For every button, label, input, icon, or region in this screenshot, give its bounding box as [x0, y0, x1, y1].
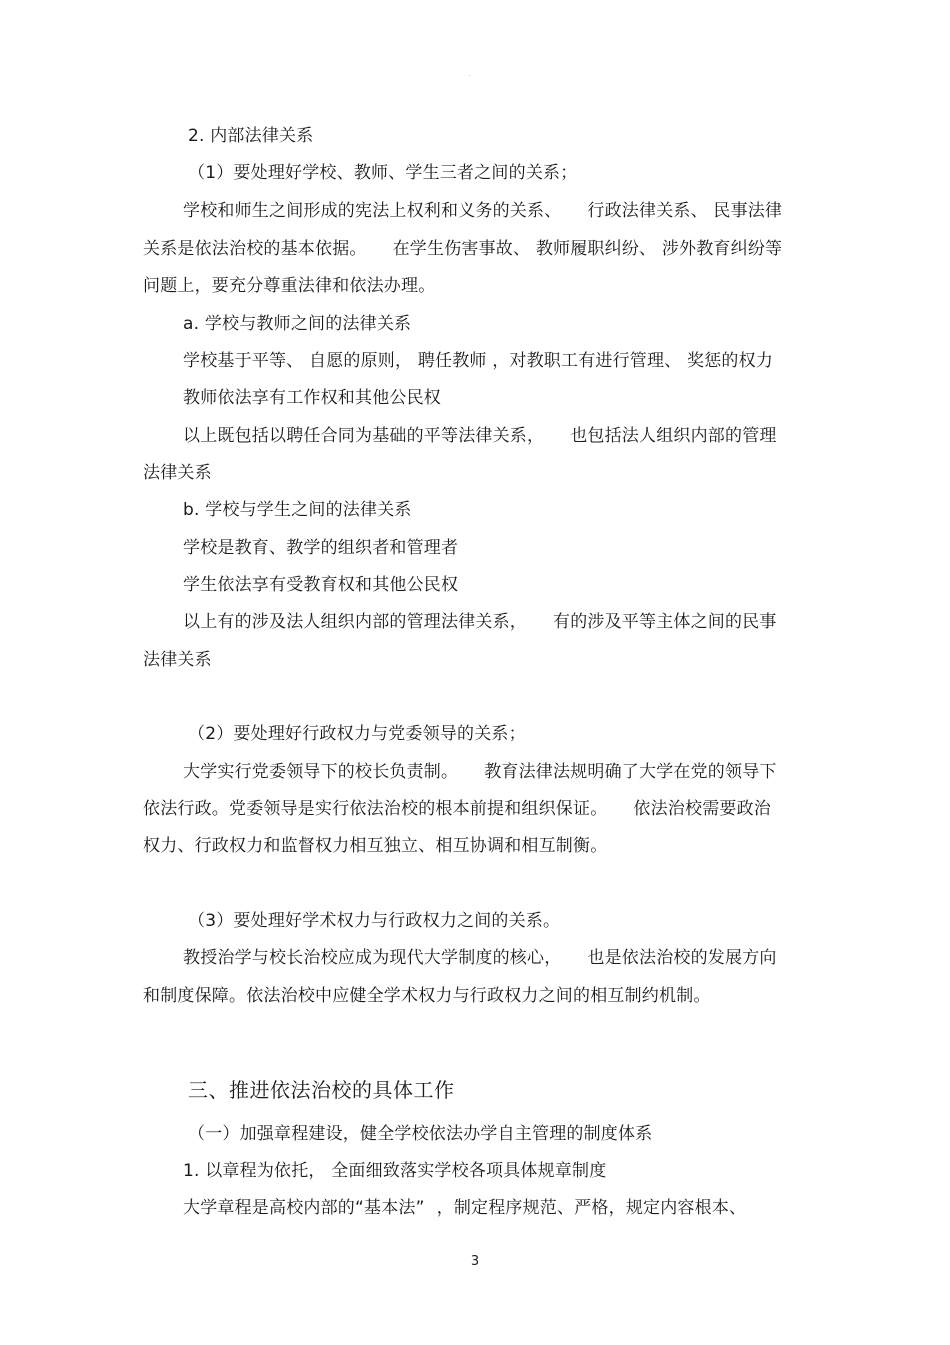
text-span: 学校和师生之间形成的宪法上权利和义务的关系、 [183, 201, 562, 221]
text-span: 大学实行党委领导下的校长负责制。 [183, 762, 459, 782]
b-summary-line1 [183, 611, 777, 633]
sub2-title: （2）要处理好行政权力与党委领导的关系； [188, 724, 526, 744]
a-summary-line1 [183, 425, 777, 447]
b-title: b. 学校与学生之间的法律关系 [183, 500, 412, 520]
text-span: 以上有的涉及法人组织内部的管理法律关系， [183, 612, 527, 632]
sub2-line2 [143, 798, 771, 820]
text-span: 教育法律法规明确了大学在党的领导下 [484, 762, 777, 782]
text-span: 以上既包括以聘任合同为基础的平等法律关系， [183, 426, 545, 446]
text-span: 有的涉及平等主体之间的民事 [553, 612, 777, 632]
page-number: 3 [470, 1254, 480, 1269]
sub1-para-line2 [143, 238, 782, 260]
a-summary-line2: 法律关系 [143, 463, 212, 483]
text-span: 依法行政。党委领导是实行依法治校的根本前提和组织保证。 [143, 799, 608, 819]
section-3-title: 三、推进依法治校的具体工作 [188, 1078, 455, 1102]
sub3-title: （3）要处理好学术权力与行政权力之间的关系。 [188, 911, 561, 931]
a-line1: 学校基于平等、 自愿的原则， 聘任教师 ，对教职工有进行管理、 奖惩的权力 [183, 351, 774, 371]
sub1-title: （1）要处理好学校、教师、学生三者之间的关系； [188, 163, 578, 183]
sub1-para-line3: 问题上，要充分尊重法律和依法办理。 [143, 276, 436, 296]
text-span: 大学章程是高校内部的“基本法” [183, 1198, 425, 1218]
text-span: 在学生伤害事故、 教师履职纠纷、 涉外教育纠纷等 [392, 239, 783, 259]
text-span: 关系是依法治校的基本依据。 [143, 239, 367, 259]
a-title: a. 学校与教师之间的法律关系 [183, 314, 412, 334]
sub3-line2: 和制度保障。依法治校中应健全学术权力与行政权力之间的相互制约机制。 [143, 986, 711, 1006]
sub2-line3: 权力、行政权力和监督权力相互独立、相互协调和相互制衡。 [143, 836, 608, 856]
text-span: 教授治学与校长治校应成为现代大学制度的核心， [183, 948, 562, 968]
b-summary-line2: 法律关系 [143, 650, 212, 670]
text-span: 也是依法治校的发展方向 [587, 948, 777, 968]
sub3-line1 [183, 947, 777, 969]
section-2-title: 2. 内部法律关系 [188, 126, 314, 146]
top-mark: · [469, 73, 471, 80]
section-3-item1-1-text [183, 1197, 746, 1219]
section-3-item1: （一）加强章程建设，健全学校依法办学自主管理的制度体系 [188, 1124, 653, 1144]
b-line1: 学校是教育、教学的组织者和管理者 [183, 538, 459, 558]
text-span: 行政法律关系、 民事法律 [587, 201, 783, 221]
text-span: ，制定程序规范、严格，规定内容根本、 [436, 1198, 747, 1218]
text-span: 依法治校需要政治 [633, 799, 772, 819]
a-line2: 教师依法享有工作权和其他公民权 [183, 388, 441, 408]
sub1-para-line1 [183, 200, 782, 222]
section-3-item1-1: 1. 以章程为依托， 全面细致落实学校各项具体规章制度 [183, 1161, 607, 1181]
b-line2: 学生依法享有受教育权和其他公民权 [183, 575, 459, 595]
sub2-line1 [183, 761, 777, 783]
text-span: 也包括法人组织内部的管理 [570, 426, 777, 446]
